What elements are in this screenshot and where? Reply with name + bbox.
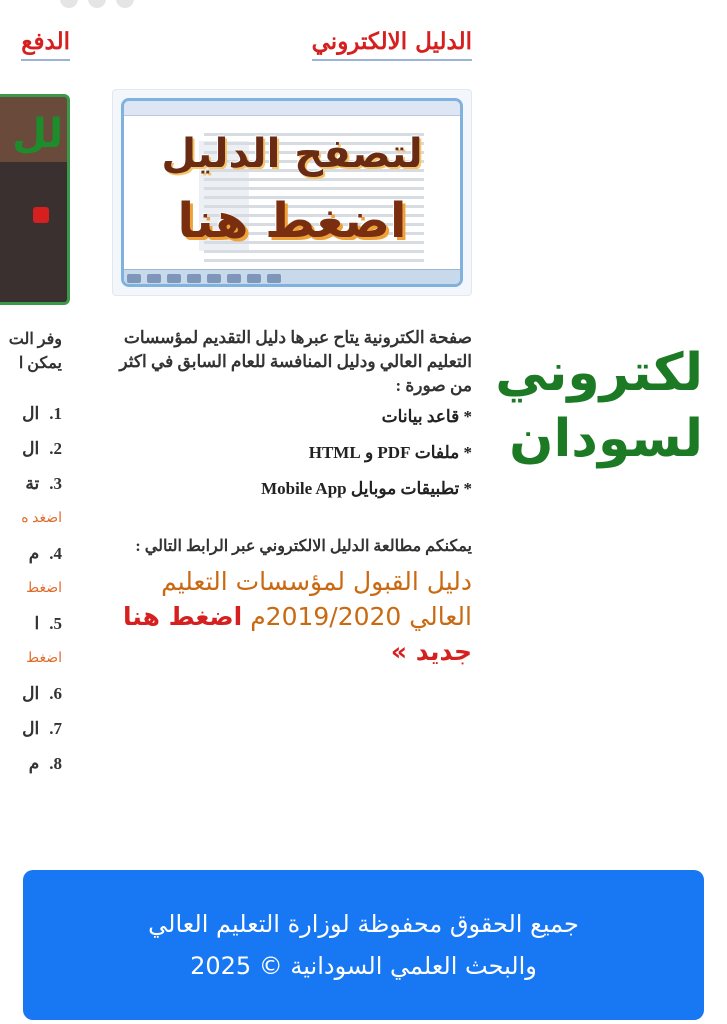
list-text: ال (22, 438, 40, 458)
list-item (0, 711, 62, 746)
taskbar (124, 269, 460, 284)
list-text: ال (22, 403, 40, 423)
guide-section (110, 28, 472, 669)
list-text: اضغد ه (21, 511, 62, 526)
list-item: * ملفات PDF و HTML (308, 443, 472, 462)
list-item (0, 606, 62, 641)
list-item (0, 466, 62, 501)
admission-guide-link[interactable] (110, 564, 472, 669)
list-text: اضغط (26, 651, 62, 666)
keyboard-image (0, 162, 67, 302)
link-text[interactable]: دليل القبول لمؤسسات التعليم العالي 2019/2020م (161, 567, 472, 631)
brand-line-1: لكتروني (495, 343, 703, 403)
brand-line-2: لسودان (509, 409, 703, 469)
list-text: اضغط (26, 581, 62, 596)
list-number: 5. (49, 613, 62, 633)
banner-line-browse: لتصفح الدليل (161, 131, 423, 177)
screenshot-frame (121, 98, 463, 287)
red-card-icon (33, 207, 49, 223)
footer (23, 870, 704, 1020)
section-title[interactable]: الدليل الالكتروني (312, 28, 472, 61)
left-section-title: الدفع (21, 28, 70, 61)
list-text: م (28, 543, 40, 563)
list-number: 1. (49, 403, 62, 423)
window-titlebar (124, 101, 460, 116)
banner-text: لل (12, 111, 63, 157)
top-decoration (60, 0, 144, 12)
payment-banner-image[interactable] (0, 94, 70, 305)
list-number: 6. (49, 683, 62, 703)
list-text: ال (22, 718, 40, 738)
list-item (0, 431, 62, 466)
guide-banner-image[interactable] (112, 89, 472, 296)
list-text: ال (22, 683, 40, 703)
list-number: 8. (49, 753, 62, 773)
copyright-line-2: والبحث العلمي السودانية © 2025 (190, 952, 537, 980)
format-list (110, 404, 472, 502)
left-list (0, 396, 62, 781)
guide-description: صفحة الكترونية يتاح عبرها دليل التقديم لمؤسسات التعليم العالي ودليل المنافسة للعام السابق في اكثر من صورة : (119, 328, 472, 395)
list-text: تة (25, 473, 40, 493)
list-text: م (28, 753, 40, 773)
list-note-link[interactable] (0, 641, 62, 676)
left-column (0, 28, 70, 788)
list-number: 2. (49, 438, 62, 458)
list-number: 4. (49, 543, 62, 563)
list-text: ا (34, 613, 40, 633)
list-note-link[interactable] (0, 571, 62, 606)
left-description: وفر الت يمكن ا (8, 331, 62, 372)
list-number: 3. (49, 473, 62, 493)
list-item: * تطبيقات موبايل Mobile App (261, 479, 472, 498)
list-item (0, 746, 62, 781)
list-number: 7. (49, 718, 62, 738)
list-note-link[interactable] (0, 501, 62, 536)
banner-line-click-here: اضغط هنا (177, 193, 407, 249)
site-brand (483, 340, 703, 472)
click-here-link[interactable]: اضغط هنا جديد » (122, 602, 472, 666)
copyright-line-1: جميع الحقوق محفوظة لوزارة التعليم العالي (148, 910, 579, 938)
list-item (0, 396, 62, 431)
list-item (0, 536, 62, 571)
list-item (0, 676, 62, 711)
link-intro: يمكنكم مطالعة الدليل الالكتروني عبر الرابط التالي : (135, 538, 472, 555)
list-item: * قاعد بيانات (381, 407, 472, 426)
